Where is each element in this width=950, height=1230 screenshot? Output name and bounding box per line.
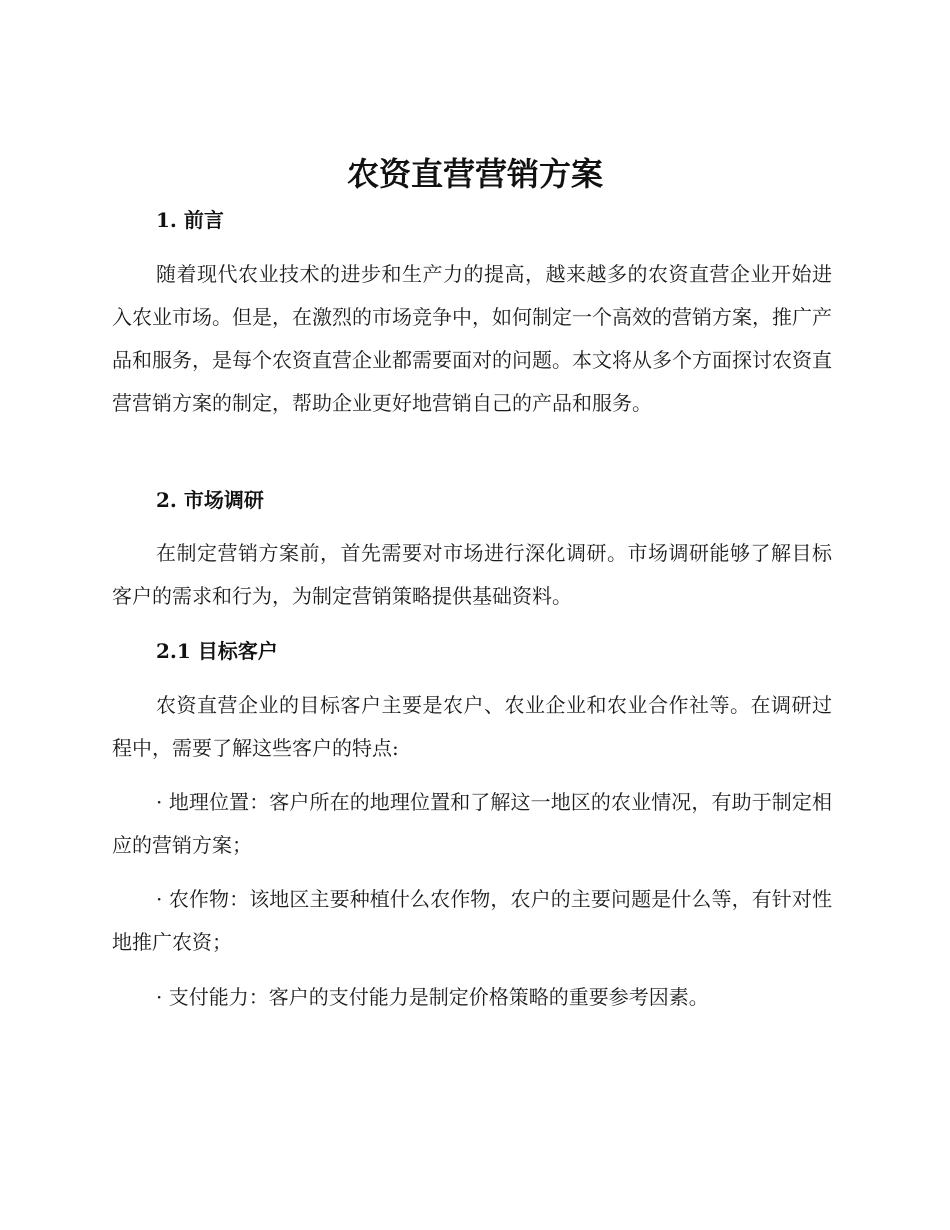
section-heading-target-customers: 2.1 目标客户 — [156, 639, 278, 663]
section-heading-intro: 1. 前言 — [156, 208, 224, 232]
section-heading-market-research: 2. 市场调研 — [156, 488, 264, 512]
bullet-item-location: · 地理位置：客户所在的地理位置和了解这一地区的农业情况，有助于制定相应的营销方案； — [112, 790, 832, 857]
paragraph-market-research: 在制定营销方案前，首先需要对市场进行深化调研。市场调研能够了解目标客户的需求和行为，为制定营销策略提供基础资料。 — [112, 541, 832, 608]
bullet-item-crops: · 农作物：该地区主要种植什么农作物，农户的主要问题是什么等，有针对性地推广农资； — [112, 887, 832, 954]
paragraph-intro: 随着现代农业技术的进步和生产力的提高，越来越多的农资直营企业开始进入农业市场。但是，在激烈的市场竞争中，如何制定一个高效的营销方案，推广产品和服务，是每个农资直营企业都需要面对的问题。本文将从多个方面探讨农资直营营销方案的制定，帮助企业更好地营销自己的产品和服务。 — [112, 262, 832, 415]
document-title: 农资直营营销方案 — [346, 155, 603, 193]
bullet-item-payment-ability: · 支付能力：客户的支付能力是制定价格策略的重要参考因素。 — [156, 985, 709, 1009]
paragraph-target-customers: 农资直营企业的目标客户主要是农户、农业企业和农业合作社等。在调研过程中，需要了解这些客户的特点: — [112, 693, 832, 760]
